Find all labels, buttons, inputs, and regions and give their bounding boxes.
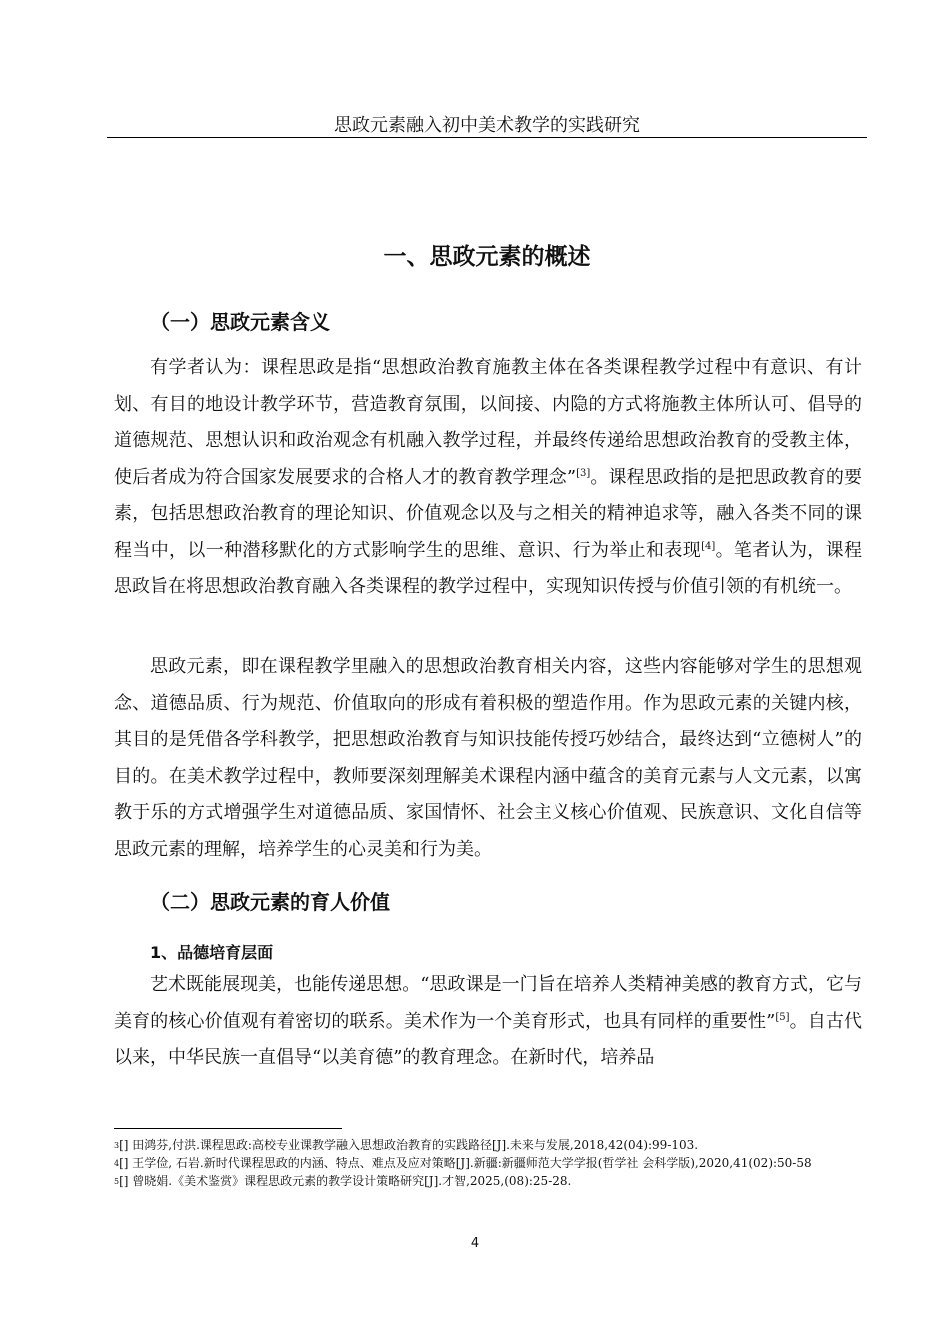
paragraph-definition: [114, 350, 862, 606]
paragraph-text: 艺术既能展现美，也能传递思想。“思政课是一门旨在培养人类精神美感的教育方式，它与美育的核心价值观有着密切的联系。美术作为一个美育形式，也具有同样的重要性”: [114, 974, 862, 1032]
paragraph-text: 。课程思政指的是把思政教育的要素，包括思想政治教育的理论知识、价值观念以及与之相关的精神追求等，融入各类不同的课程当中，以一种潜移默化的方式影响学生的思维、意识、行为举止和表现: [114, 466, 862, 561]
footnote-mark: 4: [114, 1159, 120, 1168]
chapter-title: 一、思政元素的概述: [383, 244, 591, 270]
footnote-text: [] 田鸿芬,付洪.课程思政:高校专业课教学融入思想政治教育的实践路径[J].未来与发展,2018,42(04):99-103.: [119, 1138, 699, 1152]
section-title-1: （一）思政元素含义: [150, 310, 330, 334]
footnote-3: [114, 1137, 862, 1154]
paragraph-text: 有学者认为：课程思政是指“思想政治教育施教主体在各类课程教学过程中有意识、有计划、有目的地设计教学环节，营造教育氛围，以间接、内隐的方式将施教主体所认可、倡导的道德规范、思想认识和政治观念有机融入教学过程，并最终传递给思想政治教育的受教主体，使后者成为符合国家发展要求的合格人才的教育教学理念”: [114, 357, 862, 488]
footnotes: [114, 1137, 862, 1191]
footnote-text: [] 王学俭, 石岩.新时代课程思政的内涵、特点、难点及应对策略[J].新疆:新疆师范大学学报(哲学社 会科学版),2020,41(02):50-58: [119, 1156, 812, 1170]
paragraph-text: 。自古代以来，中华民族一直倡导“以美育德”的教育理念。在新时代，培养品: [114, 1010, 863, 1068]
section-title-2: （二）思政元素的育人价值: [150, 890, 390, 914]
citation-3: [3]: [576, 467, 591, 479]
running-header: 思政元素融入初中美术教学的实践研究: [334, 115, 640, 136]
page-number: 4: [470, 1236, 480, 1251]
footnote-5: [114, 1173, 862, 1190]
footnote-text: [] 曾晓娟.《美术鉴赏》课程思政元素的教学设计策略研究[J].才智,2025,(08):25-28.: [119, 1174, 572, 1188]
citation-5: [5]: [775, 1011, 790, 1023]
footnote-mark: 5: [114, 1177, 120, 1186]
citation-4: [4]: [701, 540, 716, 552]
paragraph-elements: 思政元素，即在课程教学里融入的思想政治教育相关内容，这些内容能够对学生的思想观念、道德品质、行为规范、价值取向的形成有着积极的塑造作用。作为思政元素的关键内核，其目的是凭借各学科教学，把思想政治教育与知识技能传授巧妙结合，最终达到“立德树人”的目的。在美术教学过程中，教师要深刻理解美术课程内涵中蕴含的美育元素与人文元素，以寓教于乐的方式增强学生对道德品质、家国情怀、社会主义核心价值观、民族意识、文化自信等思政元素的理解，培养学生的心灵美和行为美。: [114, 656, 862, 860]
footnote-4: [114, 1155, 862, 1172]
footnote-mark: 3: [114, 1141, 120, 1150]
footnote-rule: [114, 1128, 342, 1129]
header-rule: [107, 137, 867, 138]
subsection-title: 1、品德培育层面: [150, 943, 274, 962]
paragraph-text: 。笔者认为，课程思政旨在将思想政治教育融入各类课程的教学过程中，实现知识传授与价值引领的有机统一。: [114, 539, 862, 597]
paragraph-moral: [114, 967, 862, 1077]
